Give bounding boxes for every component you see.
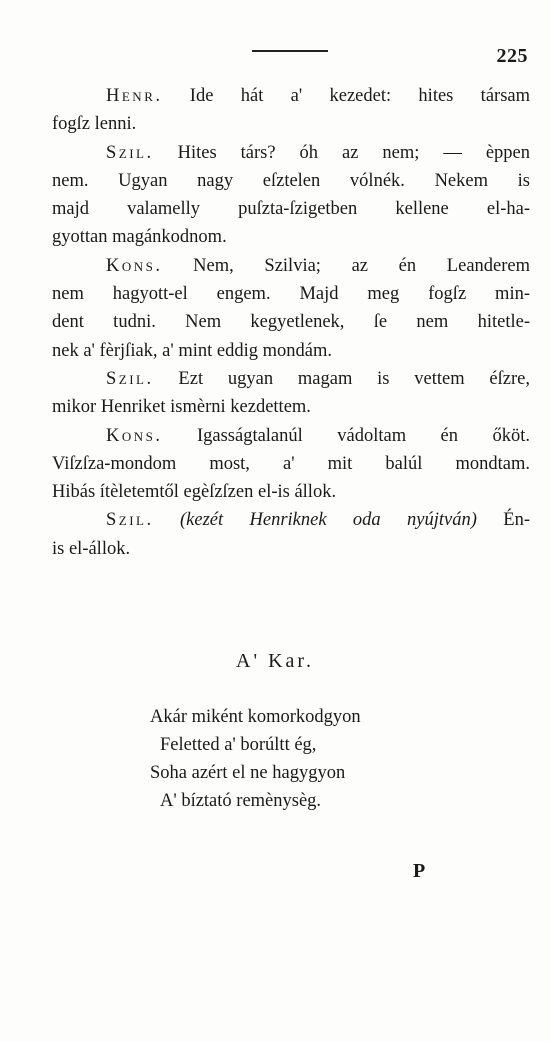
text-line xyxy=(52,139,530,167)
text-line: gyottan magánkodnom. xyxy=(52,227,227,248)
line-text: Én- xyxy=(476,510,530,531)
line-text: Nem, Szilvia; az én Leanderem xyxy=(162,255,530,276)
text-line: majd valamelly puſzta-ſzigetben kellene el-ha- xyxy=(52,199,530,220)
poem-line: Akár miként komorkodgyon xyxy=(150,707,361,727)
dialogue-paragraph xyxy=(52,252,530,365)
text-line: mikor Henriket ismèrni kezdettem. xyxy=(52,397,311,418)
text-line xyxy=(52,82,530,110)
text-line: dent tudni. Nem kegyetlenek, ſe nem hitetle- xyxy=(52,312,530,333)
text-line xyxy=(52,252,530,280)
dialogue-paragraph xyxy=(52,365,530,422)
header-rule xyxy=(252,50,328,52)
text-line xyxy=(52,422,530,450)
poem-line: A' bíztató remènysèg. xyxy=(160,791,322,811)
page-number: 225 xyxy=(496,45,528,67)
stage-direction: (kezét Henriknek oda nyújtván) xyxy=(180,510,477,531)
poem-line: Feletted a' borúltt ég, xyxy=(160,735,317,755)
section-heading: A' Kar. xyxy=(236,650,314,672)
dialogue-paragraph xyxy=(52,82,530,139)
text-line: Viſzſza-mondom most, a' mit balúl mondtam. xyxy=(52,453,530,474)
dialogue-paragraph xyxy=(52,506,530,563)
text-line: nem. Ugyan nagy eſztelen vólnék. Nekem is xyxy=(52,170,530,191)
text-line xyxy=(52,365,530,393)
speaker-name: Szil. xyxy=(106,510,154,531)
dialogue-paragraph xyxy=(52,422,530,507)
speaker-name: Szil. xyxy=(106,142,154,163)
signature-mark: P xyxy=(413,860,426,882)
speaker-name: Szil. xyxy=(106,368,154,389)
speaker-name: Henr. xyxy=(106,86,163,106)
text-line: nek a' fèrjſiak, a' mint eddig mondám. xyxy=(52,340,332,361)
text-line: Hibás ítèletemtől egèſzſzen el-is állok. xyxy=(52,482,337,503)
poem-line: Soha azért el ne hagygyon xyxy=(150,763,346,783)
line-text: Ezt ugyan magam is vettem éſzre, xyxy=(153,368,530,389)
speaker-name: Kons. xyxy=(106,425,163,446)
text-line xyxy=(52,506,530,534)
dialogue-paragraph xyxy=(52,139,530,252)
text-line: is el-állok. xyxy=(52,538,131,559)
line-text: Igasságtalanúl vádoltam én őköt. xyxy=(162,425,530,446)
speaker-name: Kons. xyxy=(106,255,163,276)
text-line: nem hagyott-el engem. Majd meg fogſz min- xyxy=(52,284,530,305)
line-text: Ide hát a' kezedet: hites társam xyxy=(162,86,530,106)
dialogue-block xyxy=(52,82,530,563)
poem-stanza xyxy=(150,703,361,815)
text-line: fogſz lenni. xyxy=(52,114,137,135)
line-text: Hites társ? óh az nem; — èppen xyxy=(153,142,530,163)
